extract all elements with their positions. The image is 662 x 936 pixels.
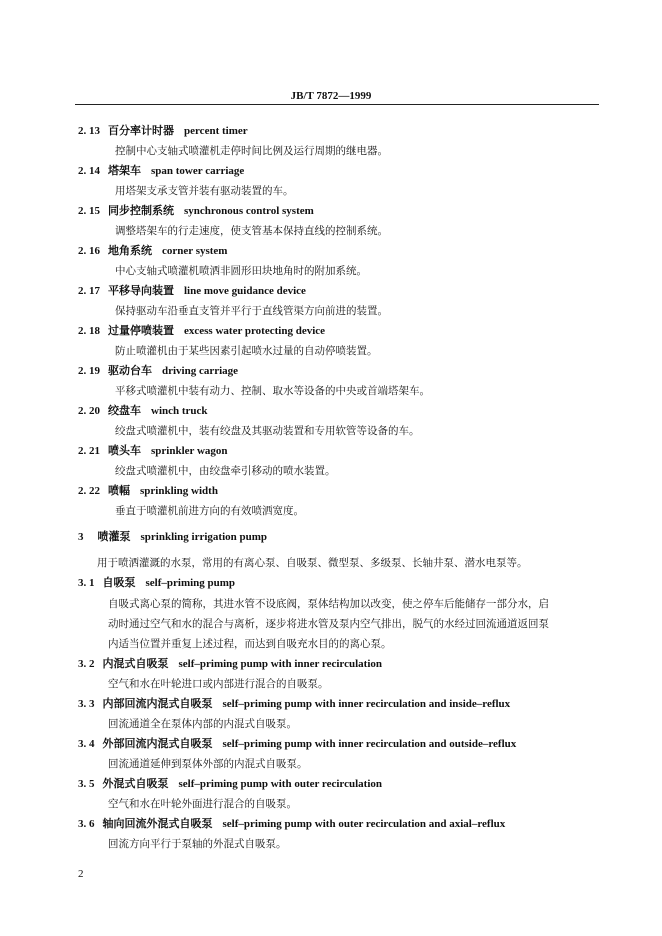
term-english: driving carriage <box>162 365 239 377</box>
term-heading <box>78 574 235 590</box>
term-definition: 中心支轴式喷灌机喷洒非圆形田块地角时的附加系统。 <box>115 265 367 277</box>
term-english: percent timer <box>184 125 248 137</box>
term-heading <box>78 775 382 791</box>
term-definition-line: 自吸式离心泵的简称，其进水管不设底阀，泵体结构加以改变，使之停车后能储存一部分水，启 <box>108 598 549 610</box>
section-heading <box>78 528 267 544</box>
term-english: self–priming pump with outer recirculation <box>178 778 382 790</box>
term-definition: 绞盘式喷灌机中，装有绞盘及其驱动装置和专用软管等设备的车。 <box>115 425 420 437</box>
page-number: 2 <box>78 868 84 880</box>
header-rule <box>75 104 599 105</box>
term-chinese: 地角系统 <box>108 244 152 257</box>
term-number: 2. 16 <box>78 245 100 257</box>
term-heading <box>78 362 238 378</box>
term-number: 2. 18 <box>78 325 100 337</box>
term-heading <box>78 202 314 218</box>
standard-code-header: JB/T 7872—1999 <box>290 90 372 102</box>
term-number: 2. 19 <box>78 365 100 377</box>
term-heading <box>78 122 248 138</box>
term-english: excess water protecting device <box>184 325 326 337</box>
term-definition-line: 空气和水在叶轮进口或内部进行混合的自吸泵。 <box>108 678 329 690</box>
term-chinese: 内混式自吸泵 <box>102 657 169 670</box>
term-heading <box>78 655 382 671</box>
term-number: 2. 13 <box>78 125 100 137</box>
term-heading <box>78 735 516 751</box>
term-number: 2. 14 <box>78 165 100 177</box>
section-english: sprinkling irrigation pump <box>140 531 268 543</box>
section-number: 3 <box>78 531 84 543</box>
term-definition: 用塔架支承支管并装有驱动装置的车。 <box>115 185 294 197</box>
term-english: winch truck <box>151 405 208 417</box>
term-definition-line: 空气和水在叶轮外面进行混合的自吸泵。 <box>108 798 297 810</box>
term-definition: 调整塔架车的行走速度，使支管基本保持直线的控制系统。 <box>115 225 388 237</box>
term-number: 3. 1 <box>78 577 95 589</box>
term-number: 2. 22 <box>78 485 100 497</box>
term-english: sprinkling width <box>140 485 218 497</box>
term-definition: 垂直于喷灌机前进方向的有效喷洒宽度。 <box>115 505 304 517</box>
term-english: line move guidance device <box>184 285 306 297</box>
term-number: 3. 5 <box>78 778 95 790</box>
term-chinese: 驱动台车 <box>108 364 152 377</box>
term-number: 2. 20 <box>78 405 100 417</box>
term-chinese: 内部回流内混式自吸泵 <box>102 697 213 710</box>
term-definition: 防止喷灌机由于某些因素引起喷水过量的自动停喷装置。 <box>115 345 378 357</box>
term-chinese: 百分率计时器 <box>108 124 174 137</box>
term-chinese: 过量停喷装置 <box>108 324 174 337</box>
term-definition-line: 回流通道全在泵体内部的内混式自吸泵。 <box>108 718 297 730</box>
term-definition: 控制中心支轴式喷灌机走停时间比例及运行周期的继电器。 <box>115 145 388 157</box>
term-chinese: 外部回流内混式自吸泵 <box>102 737 213 750</box>
term-chinese: 自吸泵 <box>102 576 136 589</box>
term-definition: 保持驱动车沿垂直支管并平行于直线管渠方向前进的装置。 <box>115 305 388 317</box>
term-english: sprinkler wagon <box>151 445 228 457</box>
term-heading <box>78 815 505 831</box>
term-chinese: 塔架车 <box>108 164 141 177</box>
term-heading <box>78 442 228 458</box>
term-chinese: 绞盘车 <box>108 404 141 417</box>
term-english: corner system <box>162 245 228 257</box>
term-number: 2. 21 <box>78 445 100 457</box>
term-chinese: 喷头车 <box>108 444 141 457</box>
section-definition: 用于喷洒灌溉的水泵，常用的有离心泵、自吸泵、微型泵、多级泵、长轴井泵、潜水电泵等。 <box>97 557 528 569</box>
term-number: 3. 4 <box>78 738 95 750</box>
term-heading <box>78 242 227 258</box>
term-heading <box>78 282 306 298</box>
term-chinese: 同步控制系统 <box>108 204 174 217</box>
term-number: 3. 2 <box>78 658 95 670</box>
term-english: self–priming pump with inner recirculation and outside–reflux <box>222 738 517 750</box>
term-heading <box>78 482 218 498</box>
term-number: 3. 6 <box>78 818 95 830</box>
term-definition: 绞盘式喷灌机中，由绞盘牵引移动的喷水装置。 <box>115 465 336 477</box>
term-english: self–priming pump with inner recirculation <box>178 658 383 670</box>
term-number: 2. 17 <box>78 285 100 297</box>
section-chinese: 喷灌泵 <box>97 530 131 543</box>
term-heading <box>78 322 325 338</box>
term-number: 2. 15 <box>78 205 100 217</box>
term-heading <box>78 162 244 178</box>
term-number: 3. 3 <box>78 698 95 710</box>
term-english: self–priming pump with outer recirculation and axial–reflux <box>222 818 506 830</box>
term-definition-line: 回流通道延伸到泵体外部的内混式自吸泵。 <box>108 758 308 770</box>
term-chinese: 喷幅 <box>108 484 130 497</box>
term-heading <box>78 402 208 418</box>
term-chinese: 轴向回流外混式自吸泵 <box>102 817 213 830</box>
term-heading <box>78 695 510 711</box>
term-english: self–priming pump with inner recirculation and inside–reflux <box>222 698 511 710</box>
term-english: self–priming pump <box>145 577 236 589</box>
term-definition: 平移式喷灌机中装有动力、控制、取水等设备的中央或首端塔架车。 <box>115 385 430 397</box>
term-chinese: 平移导向装置 <box>108 284 174 297</box>
term-definition-line: 动时通过空气和水的混合与离析，逐步将进水管及泵内空气排出，脱气的水经过回流通道返回泵 <box>108 618 549 630</box>
term-definition-line: 内适当位置并重复上述过程，而达到自吸充水目的的离心泵。 <box>108 638 392 650</box>
term-english: span tower carriage <box>151 165 245 177</box>
term-definition-line: 回流方向平行于泵轴的外混式自吸泵。 <box>108 838 287 850</box>
term-english: synchronous control system <box>184 205 314 217</box>
term-chinese: 外混式自吸泵 <box>102 777 169 790</box>
